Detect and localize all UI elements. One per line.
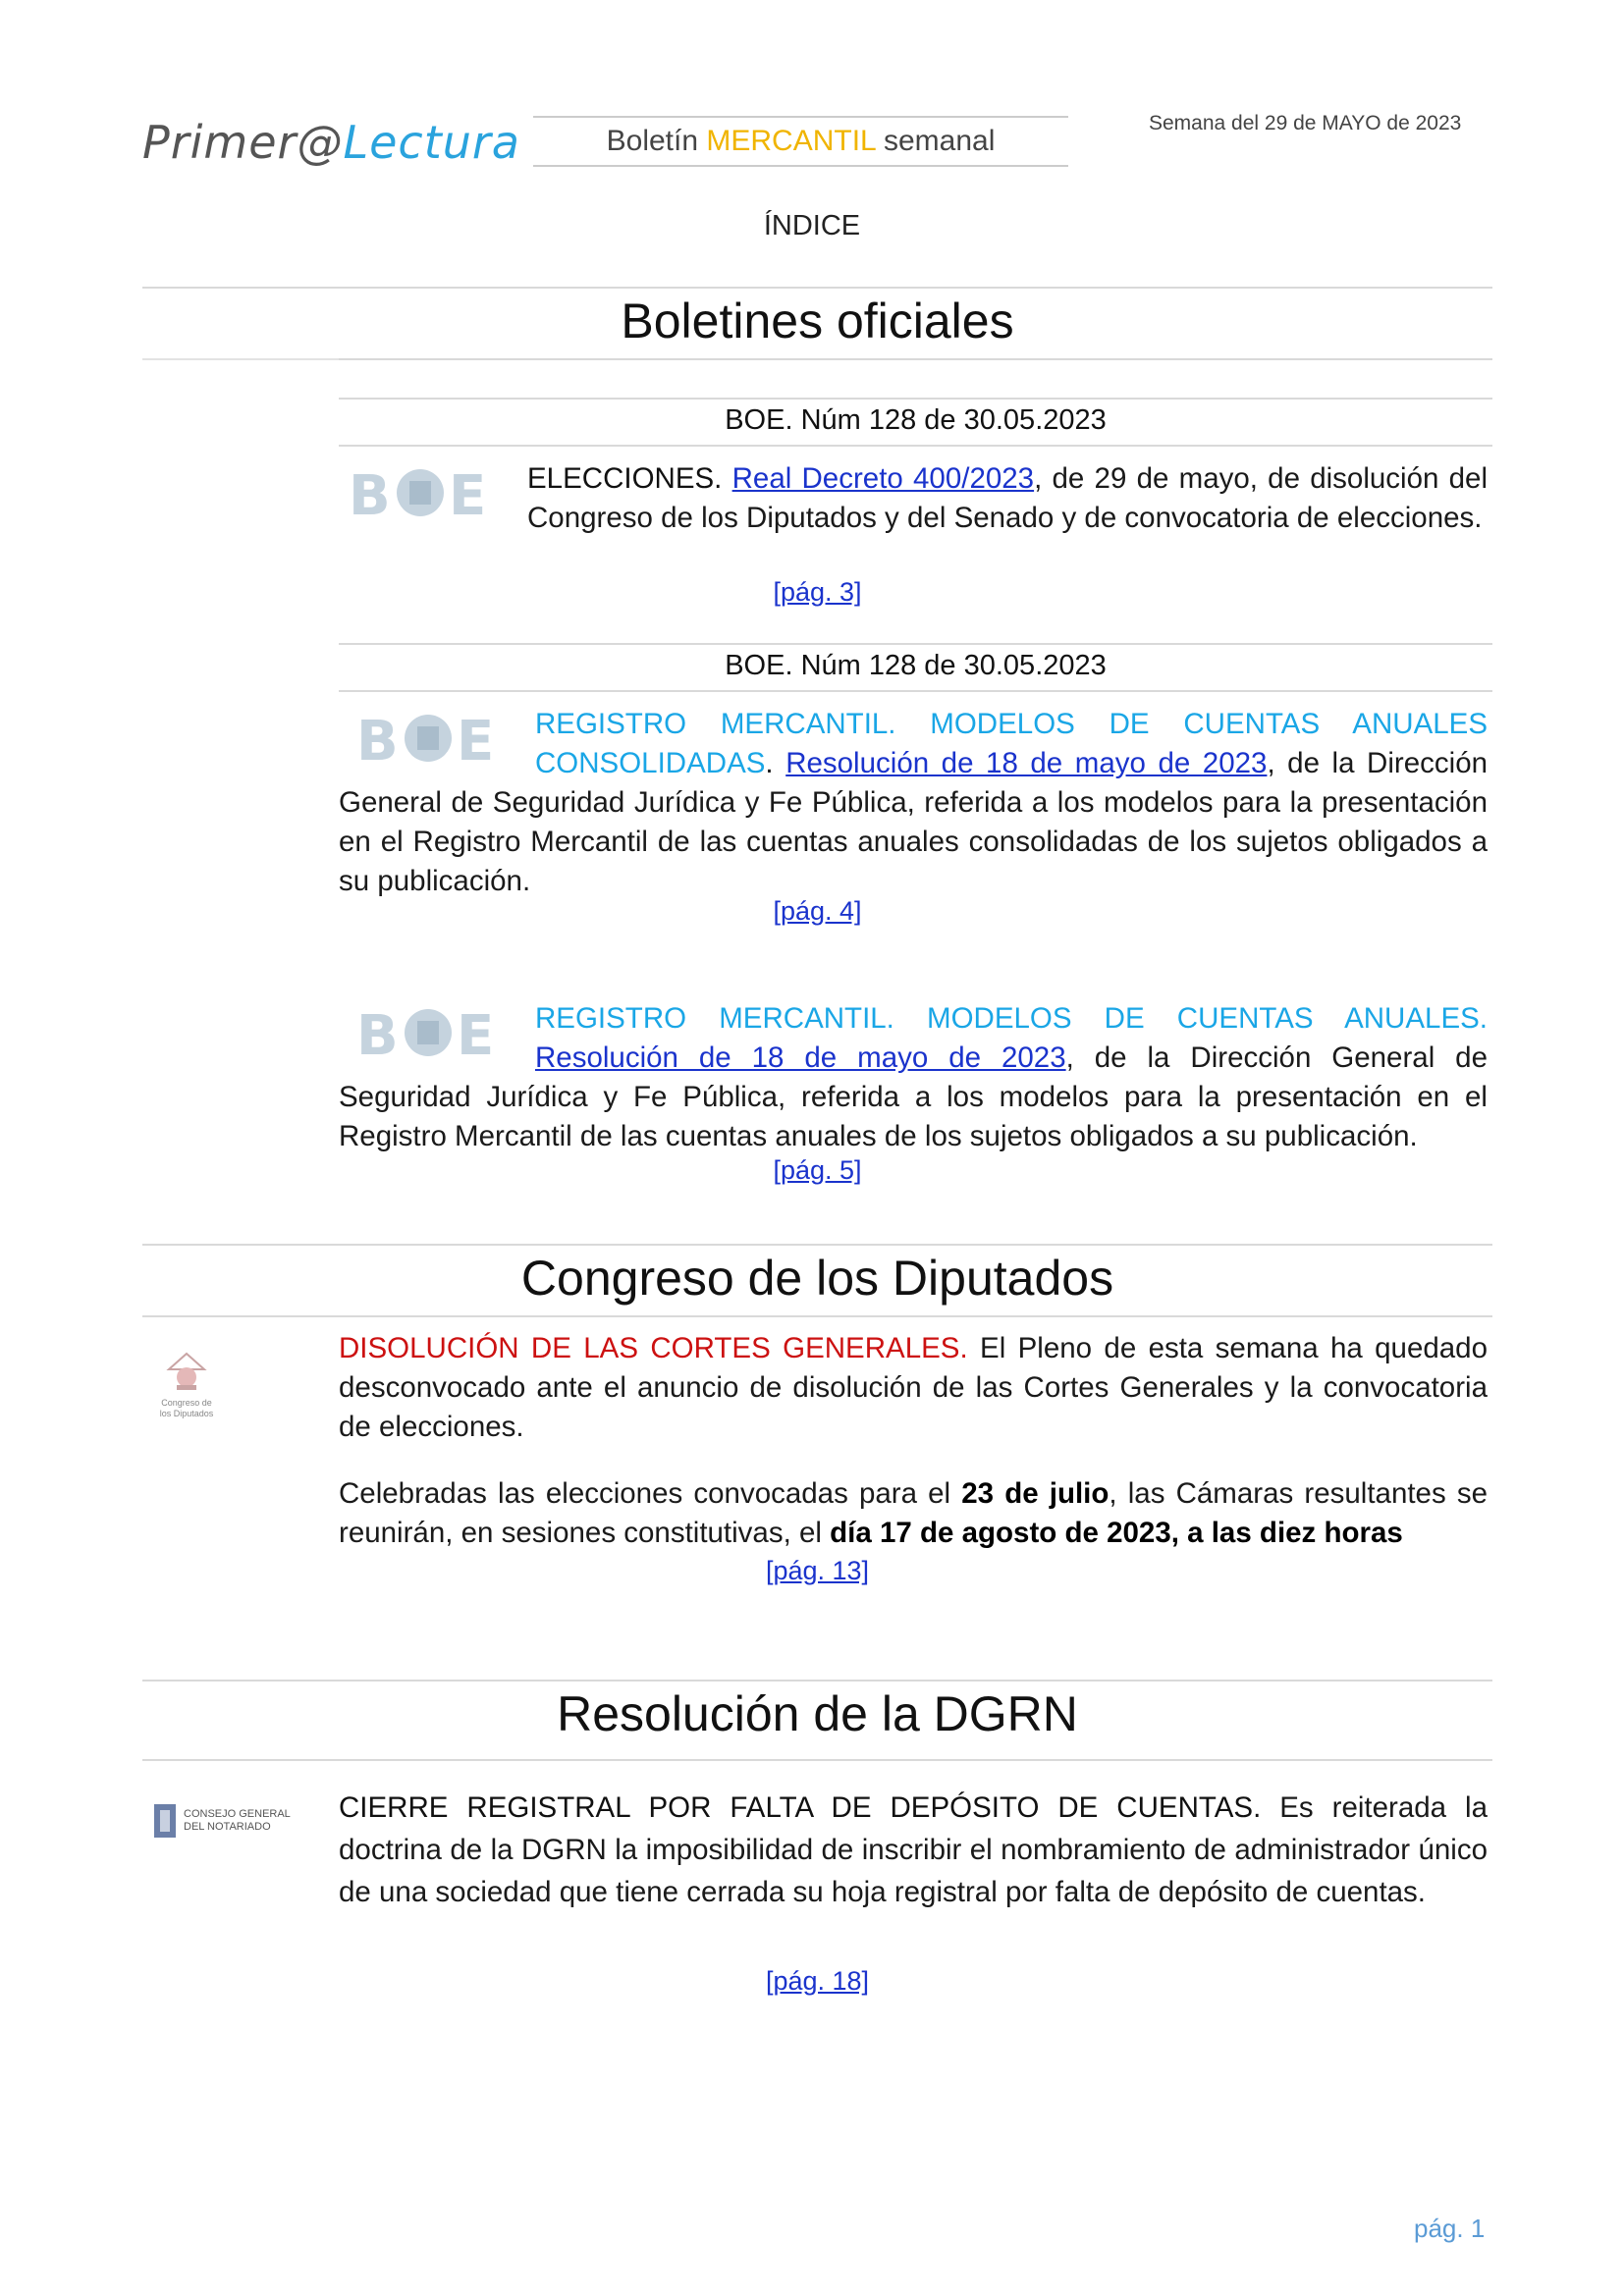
divider bbox=[142, 1244, 1492, 1246]
notariado-logo: CONSEJO GENERAL DEL NOTARIADO bbox=[152, 1801, 319, 1841]
week-date: Semana del 29 de MAYO de 2023 bbox=[1149, 112, 1462, 134]
boe-heading: BOE. Núm 128 de 30.05.2023 bbox=[725, 650, 1107, 681]
index-heading: ÍNDICE bbox=[763, 210, 861, 241]
page-ref-link[interactable]: [pág. 13] bbox=[765, 1556, 870, 1585]
page-ref-link[interactable]: [pág. 4] bbox=[773, 896, 862, 926]
boe-logo-icon bbox=[354, 709, 502, 768]
divider bbox=[339, 643, 1492, 645]
boe-logo bbox=[354, 709, 502, 768]
divider bbox=[339, 445, 1492, 447]
link-real-decreto[interactable]: Real Decreto 400/2023 bbox=[731, 462, 1035, 495]
divider bbox=[142, 1680, 1492, 1682]
svg-text:E: E bbox=[449, 464, 487, 522]
boe-heading: BOE. Núm 128 de 30.05.2023 bbox=[725, 404, 1107, 436]
page-ref-link[interactable]: [pág. 3] bbox=[773, 577, 862, 607]
section-title-boletines: Boletines oficiales bbox=[621, 294, 1014, 348]
svg-text:B: B bbox=[356, 710, 395, 768]
congreso-logo: Congreso de los Diputados bbox=[157, 1350, 216, 1419]
congreso-paragraph-1: DISOLUCIÓN DE LAS CORTES GENERALES. El Pleno de esta semana ha quedado desconvocado ante el anuncio de disolución de las Cortes Generales y la convocatoria de elecciones. bbox=[339, 1332, 1488, 1443]
congreso-emblem-icon bbox=[163, 1350, 210, 1393]
section-title-congreso: Congreso de los Diputados bbox=[520, 1251, 1114, 1306]
divider bbox=[142, 287, 1492, 289]
divider bbox=[339, 398, 1492, 400]
link-resolucion-consolidadas[interactable]: Resolución de 18 de mayo de 2023 bbox=[785, 747, 1268, 779]
svg-text:E: E bbox=[457, 710, 495, 768]
boe-entry-cuentas-anuales: B E REGISTRO MERCANTIL. MODELOS DE CUENTAS ANUALES. Resolución de 18 de mayo de 2023, de la Dirección General de Seguridad Jurídica y Fe Pública, referida a los modelos para la presentación en el Registro Mercantil de las cuentas anuales de los sujetos obligados a su publicación. bbox=[339, 1002, 1488, 1152]
boe-logo-icon bbox=[354, 1003, 502, 1062]
section-title-dgrn: Resolución de la DGRN bbox=[557, 1686, 1078, 1741]
dgrn-paragraph: CIERRE REGISTRAL POR FALTA DE DEPÓSITO DE CUENTAS. Es reiterada la doctrina de la DGRN la imposibilidad de inscribir el nombramiento de administrador único de una sociedad que tiene cerrada su hoja registral por falta de depósito de cuentas. bbox=[339, 1791, 1489, 1908]
divider bbox=[142, 358, 339, 360]
divider bbox=[339, 358, 1492, 360]
boe-logo-icon bbox=[347, 463, 494, 522]
boletin-title: Boletín MERCANTIL semanal bbox=[533, 116, 1068, 167]
svg-text:E: E bbox=[457, 1004, 495, 1062]
divider bbox=[339, 690, 1492, 692]
page-ref-link[interactable]: [pág. 18] bbox=[765, 1966, 870, 1996]
page-number: pág. 1 bbox=[1414, 2214, 1486, 2243]
boe-entry-cuentas-consolidadas: B E REGISTRO MERCANTIL. MODELOS DE CUENTAS ANUALES CONSOLIDADAS. Resolución de 18 de mayo de 2023, de la Dirección General de Seguridad Jurídica y Fe Pública, referida a los modelos para la presentación en el Registro Mercantil de las cuentas anuales consolidadas de los sujetos obligados a su publicación. bbox=[339, 708, 1489, 897]
page-ref-link[interactable]: [pág. 5] bbox=[773, 1155, 862, 1185]
divider bbox=[142, 1759, 1492, 1761]
divider bbox=[142, 1315, 1492, 1317]
notariado-emblem-icon bbox=[152, 1802, 178, 1840]
congreso-paragraph-2: Celebradas las elecciones convocadas para el 23 de julio, las Cámaras resultantes se reunirán, en sesiones constitutivas, el día 17 de agosto de 2023, a las diez horas bbox=[339, 1477, 1488, 1549]
svg-text:B: B bbox=[349, 464, 387, 522]
boe-logo bbox=[354, 1003, 502, 1062]
svg-text:B: B bbox=[356, 1004, 395, 1062]
primer-lectura-logo: Primer@Lectura bbox=[142, 116, 520, 169]
boe-entry-elecciones: B E ELECCIONES. Real Decreto 400/2023, de 29 de mayo, de disolución del Congreso de los Diputados y del Senado y de convocatoria de elecciones. bbox=[349, 462, 1489, 534]
link-resolucion-anuales[interactable]: Resolución de 18 de mayo de 2023 bbox=[535, 1041, 1066, 1074]
boe-logo bbox=[347, 463, 494, 522]
